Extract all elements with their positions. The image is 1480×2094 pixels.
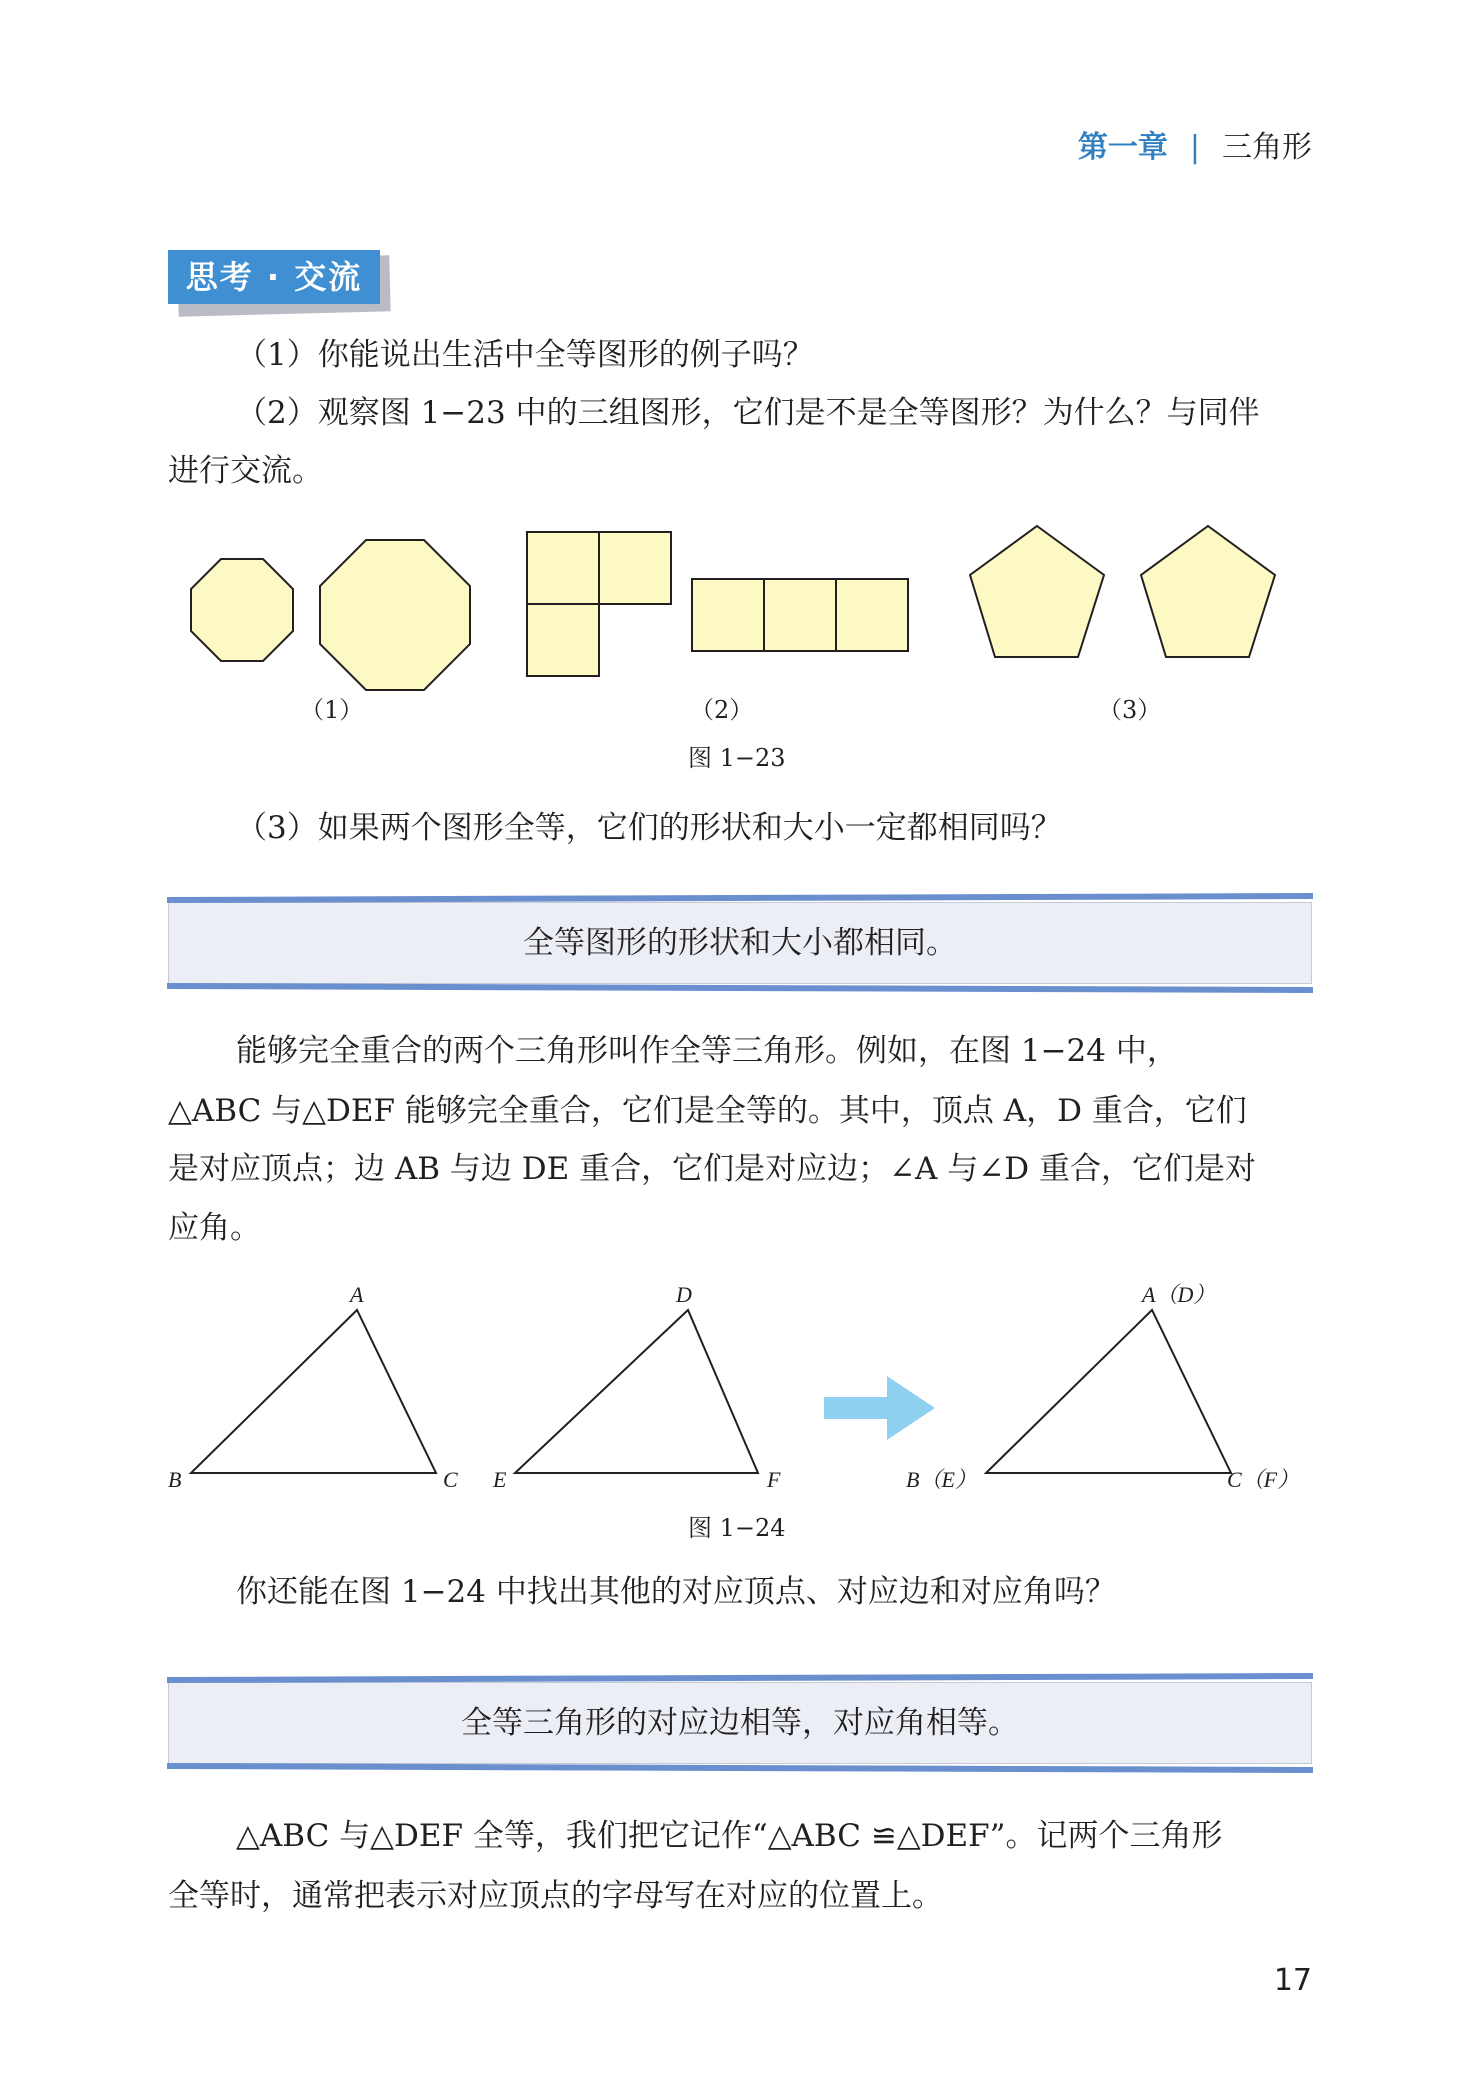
label-b: B bbox=[168, 1467, 182, 1492]
question-1: （1）你能说出生活中全等图形的例子吗？ bbox=[236, 337, 814, 373]
page-number: 17 bbox=[1273, 1963, 1312, 1998]
box-bottom-border bbox=[167, 1763, 1313, 1773]
label-a: A bbox=[350, 1282, 364, 1307]
question-2-line-1: （2）观察图 1−23 中的三组图形，它们是不是全等图形？为什么？与同伴 bbox=[236, 395, 1260, 431]
triangle-abc bbox=[191, 1310, 436, 1473]
pentagon-2 bbox=[1141, 526, 1275, 657]
notation-line-1: △ABC 与△DEF 全等，我们把它记作“△ABC ≌△DEF”。记两个三角形 bbox=[236, 1818, 1223, 1854]
row-square-3 bbox=[836, 579, 908, 651]
definition-line-2: △ABC 与△DEF 能够完全重合，它们是全等的。其中，顶点 A，D 重合，它们 bbox=[168, 1093, 1247, 1129]
figure-1-24 bbox=[0, 1270, 1480, 1510]
box-top-border bbox=[167, 893, 1313, 903]
label-a-d: A（D） bbox=[1142, 1282, 1216, 1307]
chapter-label: 第一章 bbox=[1077, 130, 1168, 165]
figure-1-23-sublabel-3: （3） bbox=[1098, 696, 1162, 724]
figure-1-23-sublabel-2: （2） bbox=[690, 696, 754, 724]
definition-line-4: 应角。 bbox=[168, 1210, 261, 1246]
label-d: D bbox=[676, 1282, 692, 1307]
figure-1-23 bbox=[0, 500, 1480, 770]
conclusion-text-1: 全等图形的形状和大小都相同。 bbox=[523, 925, 957, 961]
chapter-header bbox=[1078, 122, 1312, 166]
row-square-1 bbox=[692, 579, 764, 651]
conclusion-box-1 bbox=[168, 902, 1312, 984]
label-b-e: B（E） bbox=[906, 1467, 977, 1492]
question-3: （3）如果两个图形全等，它们的形状和大小一定都相同吗？ bbox=[236, 810, 1062, 846]
l-shape-square-3 bbox=[527, 604, 599, 676]
figure-1-23-sublabel-1: （1） bbox=[300, 696, 364, 724]
badge-label: 思考 · 交流 bbox=[168, 250, 380, 304]
chapter-title: 三角形 bbox=[1222, 130, 1312, 165]
definition-line-3: 是对应顶点；边 AB 与边 DE 重合，它们是对应边；∠A 与∠D 重合，它们是对 bbox=[168, 1151, 1256, 1187]
triangle-overlap bbox=[986, 1310, 1231, 1473]
conclusion-box-2 bbox=[168, 1682, 1312, 1764]
l-shape-square-2 bbox=[599, 532, 671, 604]
definition-line-1: 能够完全重合的两个三角形叫作全等三角形。例如，在图 1−24 中， bbox=[236, 1033, 1178, 1069]
label-c: C bbox=[443, 1467, 458, 1492]
row-square-2 bbox=[764, 579, 836, 651]
conclusion-text-2: 全等三角形的对应边相等，对应角相等。 bbox=[461, 1705, 1019, 1741]
figure-1-24-caption: 图 1−24 bbox=[688, 1514, 786, 1542]
label-e: E bbox=[493, 1467, 507, 1492]
box-bottom-border bbox=[167, 983, 1313, 993]
l-shape-square-1 bbox=[527, 532, 599, 604]
label-f: F bbox=[767, 1467, 781, 1492]
figure-1-23-caption: 图 1−23 bbox=[688, 744, 786, 772]
header-separator: | bbox=[1189, 130, 1200, 165]
pentagon-1 bbox=[970, 526, 1104, 657]
triangle-def bbox=[515, 1310, 758, 1473]
label-c-f: C（F） bbox=[1227, 1467, 1300, 1492]
question-2-line-2: 进行交流。 bbox=[168, 453, 323, 489]
large-octagon bbox=[320, 540, 470, 690]
question-4: 你还能在图 1−24 中找出其他的对应顶点、对应边和对应角吗？ bbox=[236, 1574, 1116, 1610]
think-discuss-badge bbox=[168, 250, 382, 306]
notation-line-2: 全等时，通常把表示对应顶点的字母写在对应的位置上。 bbox=[168, 1878, 943, 1914]
right-arrow bbox=[824, 1376, 935, 1440]
box-top-border bbox=[167, 1673, 1313, 1683]
small-octagon bbox=[191, 559, 293, 661]
